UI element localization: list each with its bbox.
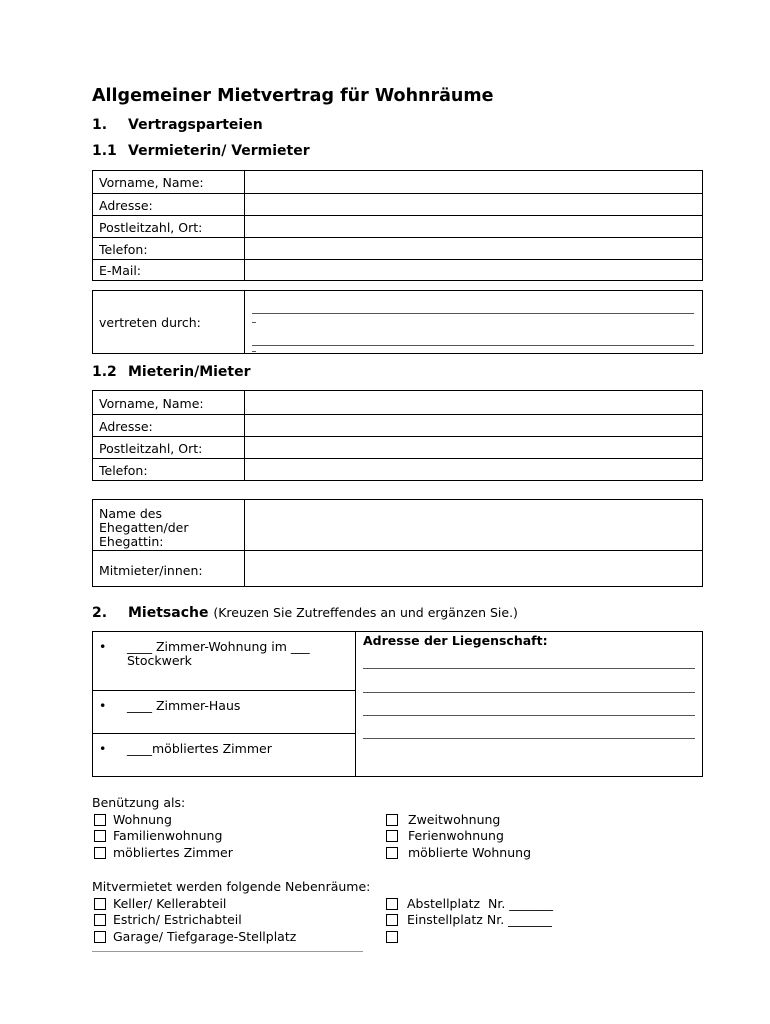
option-label: Abstellplatz Nr. _______	[407, 896, 554, 911]
table-row	[93, 291, 702, 353]
option-label: Zweitwohnung	[408, 812, 501, 827]
table-row	[93, 259, 702, 280]
field-label: Vorname, Name:	[93, 391, 245, 414]
section-title: Vertragsparteien	[128, 117, 263, 133]
checkbox[interactable]	[386, 898, 398, 910]
label-line: Ehegatten/der	[99, 520, 189, 535]
fill-line	[252, 313, 694, 314]
cotenants-field[interactable]	[245, 551, 702, 586]
field-label: Telefon:	[93, 459, 245, 480]
usage-label: Benützung als:	[92, 795, 186, 810]
tenant-table	[92, 390, 703, 481]
tenant-name-field[interactable]	[245, 391, 702, 414]
checkbox[interactable]	[386, 931, 398, 943]
fill-line	[252, 345, 694, 346]
fill-line	[363, 692, 695, 693]
field-label	[93, 500, 245, 550]
representative-field[interactable]	[245, 291, 702, 353]
option-line: ____möbliertes Zimmer	[127, 741, 272, 756]
option-label: möblierte Wohnung	[408, 845, 531, 860]
option-label: möbliertes Zimmer	[113, 845, 233, 860]
table-row	[93, 414, 702, 436]
bullet: •	[99, 741, 107, 756]
document-title: Allgemeiner Mietvertrag für Wohnräume	[92, 86, 494, 106]
section-title: Vermieterin/ Vermieter	[128, 143, 310, 159]
field-label: Postleitzahl, Ort:	[93, 437, 245, 458]
table-row	[93, 171, 702, 193]
spouse-name-field[interactable]	[245, 500, 702, 550]
bullet: •	[99, 698, 107, 713]
checkbox[interactable]	[94, 847, 106, 859]
landlord-phone-field[interactable]	[245, 238, 702, 259]
option-text	[127, 699, 240, 713]
field-label: vertreten durch:	[93, 291, 245, 353]
fill-line	[363, 715, 695, 716]
landlord-address-field[interactable]	[245, 194, 702, 215]
ancillary-option[interactable]	[94, 913, 242, 927]
option-label: Ferienwohnung	[408, 828, 504, 843]
section-title: Mieterin/Mieter	[128, 364, 251, 380]
fill-line	[363, 668, 695, 669]
field-label: Adresse:	[93, 194, 245, 215]
fill-line	[92, 951, 363, 952]
table-row	[93, 458, 702, 480]
checkbox[interactable]	[94, 814, 106, 826]
landlord-name-field[interactable]	[245, 171, 702, 193]
section-number: 1.1	[92, 143, 117, 159]
ancillary-option[interactable]	[386, 897, 553, 911]
table-row	[93, 550, 702, 586]
table-row	[93, 237, 702, 259]
option-label: Garage/ Tiefgarage-Stellplatz	[113, 929, 297, 944]
property-table	[92, 631, 703, 777]
section-2-heading	[0, 604, 770, 622]
checkbox[interactable]	[386, 847, 398, 859]
option-text	[127, 742, 272, 756]
address-label: Adresse der Liegenschaft:	[363, 633, 548, 648]
option-label: Estrich/ Estrichabteil	[113, 912, 242, 927]
section-instruction: (Kreuzen Sie Zutreffendes an und ergänzen Sie.)	[213, 605, 518, 620]
option-label: Wohnung	[113, 812, 172, 827]
fill-line	[363, 738, 695, 739]
table-row	[93, 193, 702, 215]
property-type-column	[93, 632, 356, 776]
field-label: Telefon:	[93, 238, 245, 259]
option-line: Stockwerk	[127, 653, 192, 668]
checkbox[interactable]	[94, 931, 106, 943]
usage-option[interactable]	[94, 813, 172, 827]
checkbox[interactable]	[386, 914, 398, 926]
field-label: Vorname, Name:	[93, 171, 245, 193]
fill-dash	[252, 322, 256, 323]
section-title	[128, 604, 518, 622]
property-type-option[interactable]	[93, 733, 355, 776]
section-number: 2.	[92, 605, 108, 621]
checkbox[interactable]	[386, 814, 398, 826]
field-label: Adresse:	[93, 415, 245, 436]
ancillary-rooms-label: Mitvermietet werden folgende Nebenräume:	[92, 879, 371, 894]
bullet: •	[99, 639, 107, 654]
label-line: Name des	[99, 506, 162, 521]
landlord-email-field[interactable]	[245, 260, 702, 280]
table-row	[93, 500, 702, 550]
usage-option[interactable]	[386, 846, 531, 860]
usage-option[interactable]	[386, 829, 504, 843]
section-1-heading	[0, 116, 770, 134]
option-label: Familienwohnung	[113, 828, 223, 843]
option-label: Keller/ Kellerabteil	[113, 896, 227, 911]
option-line: ____ Zimmer-Haus	[127, 698, 241, 713]
section-title-text: Mietsache	[128, 605, 209, 621]
landlord-postcode-city-field[interactable]	[245, 216, 702, 237]
field-label: Postleitzahl, Ort:	[93, 216, 245, 237]
table-row	[93, 391, 702, 414]
section-1-2-heading	[0, 363, 770, 381]
property-address-field[interactable]	[356, 632, 702, 776]
representative-table	[92, 290, 703, 354]
field-label: Mitmieter/innen:	[93, 551, 245, 586]
fill-dash	[252, 351, 256, 352]
checkbox[interactable]	[94, 898, 106, 910]
tenant-postcode-city-field[interactable]	[245, 437, 702, 458]
usage-option[interactable]	[94, 846, 233, 860]
table-row	[93, 436, 702, 458]
spouse-cotenants-table	[92, 499, 703, 587]
property-type-option[interactable]	[93, 632, 355, 690]
field-label: E-Mail:	[93, 260, 245, 280]
section-1-1-heading	[0, 142, 770, 160]
landlord-table	[92, 170, 703, 281]
ancillary-option-blank[interactable]	[386, 930, 408, 944]
tenant-phone-field[interactable]	[245, 459, 702, 480]
tenant-address-field[interactable]	[245, 415, 702, 436]
property-type-option[interactable]	[93, 690, 355, 733]
checkbox[interactable]	[94, 914, 106, 926]
section-number: 1.	[92, 117, 108, 133]
option-label: Einstellplatz Nr. _______	[407, 912, 552, 927]
table-row	[93, 215, 702, 237]
usage-option[interactable]	[94, 829, 222, 843]
label-line: Ehegattin:	[99, 534, 164, 549]
option-text	[127, 640, 310, 668]
checkbox[interactable]	[386, 830, 398, 842]
ancillary-option[interactable]	[94, 897, 226, 911]
ancillary-option[interactable]	[94, 930, 296, 944]
section-number: 1.2	[92, 364, 117, 380]
ancillary-option[interactable]	[386, 913, 552, 927]
option-line: ____ Zimmer-Wohnung im ___	[127, 639, 310, 654]
usage-option[interactable]	[386, 813, 500, 827]
checkbox[interactable]	[94, 830, 106, 842]
